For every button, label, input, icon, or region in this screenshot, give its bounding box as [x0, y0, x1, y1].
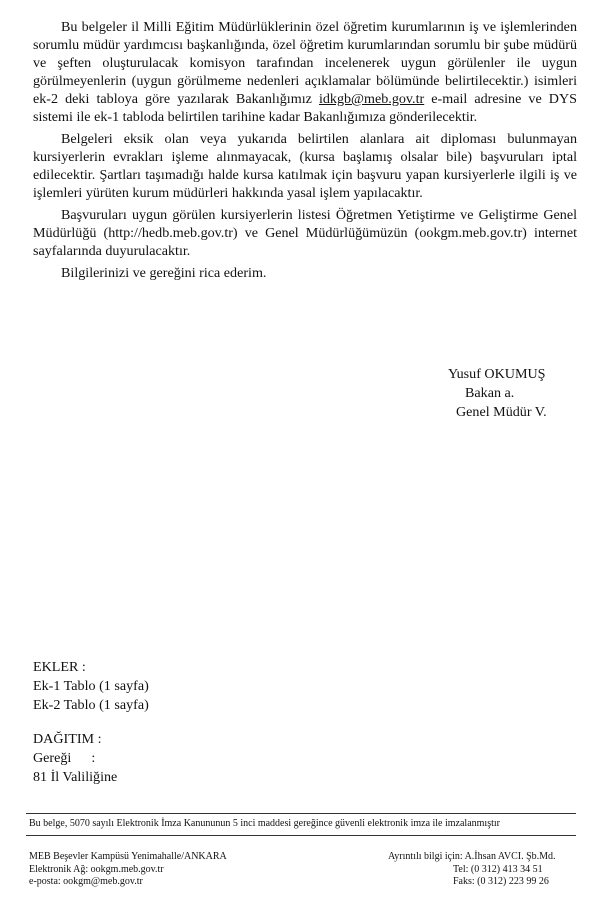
signatory-title-line-1: Bakan a. [465, 385, 515, 401]
footer-fax: Faks: (0 312) 223 99 26 [453, 876, 549, 887]
footer-divider-bottom [26, 835, 576, 836]
distribution-label: Gereği [33, 750, 72, 766]
paragraph-1-text: Bu belgeler il Milli Eğitim Müdürlüklerinin özel öğretim kurumlarının iş ve işlemlerinden sorumlu müdür yardımcısı başkanlığında, özel öğretim kurumlarından sorumlu bir şube müdürü ve şeften oluşturulacak komisyon tarafından incelenerek uygun görülenler ile uygun görülmeyenlerin (uygun görülmeme nedenleri açıklamalar bölümünde belirtilecektir.) isimleri ek-2 deki tabloya göre yazılarak Bakanlığımız [33, 19, 577, 107]
footer-contact: Ayrıntılı bilgi için: A.İhsan AVCI. Şb.Md. [388, 851, 556, 862]
distribution-section [33, 730, 117, 787]
footer-web[interactable]: Elektronik Ağ: ookgm.meb.gov.tr [29, 863, 164, 875]
footer-contact-block [388, 851, 556, 889]
letter-body [33, 18, 577, 286]
signatory-name: Yusuf OKUMUŞ [448, 366, 546, 382]
closing-line: Bilgilerinizi ve gereğini rica ederim. [61, 265, 267, 281]
footer-divider-top [26, 813, 576, 814]
paragraph-2: Belgeleri eksik olan veya yukarıda belirtilen alanlara ait diploması bulunmayan kursiyerlerin evrakları işleme alınmayacak, (kursa başlamış olsalar bile) başvuruları iptal edilecektir. Şartları taşımadığı halde kursa katılmak için başvuru yapan kursiyerlerle ilgili iş ve işlemleri yürüten kurum müdürleri hakkında yasal işlem yapılacaktır. [33, 131, 577, 201]
signature-block [448, 365, 547, 422]
distribution-separator: : [91, 750, 96, 766]
attachment-item: Ek-2 Tablo (1 sayfa) [33, 697, 149, 713]
email-link[interactable]: idkgb@meb.gov.tr [318, 91, 425, 107]
signatory-title-line-2: Genel Müdür V. [456, 404, 547, 420]
distribution-heading: DAĞITIM : [33, 731, 102, 747]
distribution-action-line [33, 749, 117, 768]
e-signature-notice: Bu belge, 5070 sayılı Elektronik İmza Kanununun 5 inci maddesi gereğince güvenli elektronik imza ile imzalanmıştır [29, 818, 500, 829]
attachments-heading: EKLER : [33, 659, 86, 675]
footer-address-block [29, 851, 227, 889]
attachments-section [33, 658, 149, 715]
paragraph-1-text-end: e-mail adresine ve DYS sistemi ile ek-1 tabloda belirtilen tarihine kadar Bakanlığımıza gönderilecektir. [33, 91, 577, 125]
paragraph-3: Başvuruları uygun görülen kursiyerlerin listesi Öğretmen Yetiştirme ve Geliştirme Genel Müdürlüğü (http://hedb.meb.gov.tr) ve Genel Müdürlüğümüzün (ookgm.meb.gov.tr) internet sayfalarında duyurulacaktır. [33, 207, 577, 259]
footer-tel: Tel: (0 312) 413 34 51 [453, 863, 543, 875]
footer-email[interactable]: e-posta: ookgm@meb.gov.tr [29, 876, 143, 887]
footer-address: MEB Beşevler Kampüsü Yenimahalle/ANKARA [29, 851, 227, 862]
distribution-recipient: 81 İl Valiliğine [33, 769, 118, 785]
paragraph-1 [33, 18, 577, 126]
attachment-item: Ek-1 Tablo (1 sayfa) [33, 678, 149, 694]
